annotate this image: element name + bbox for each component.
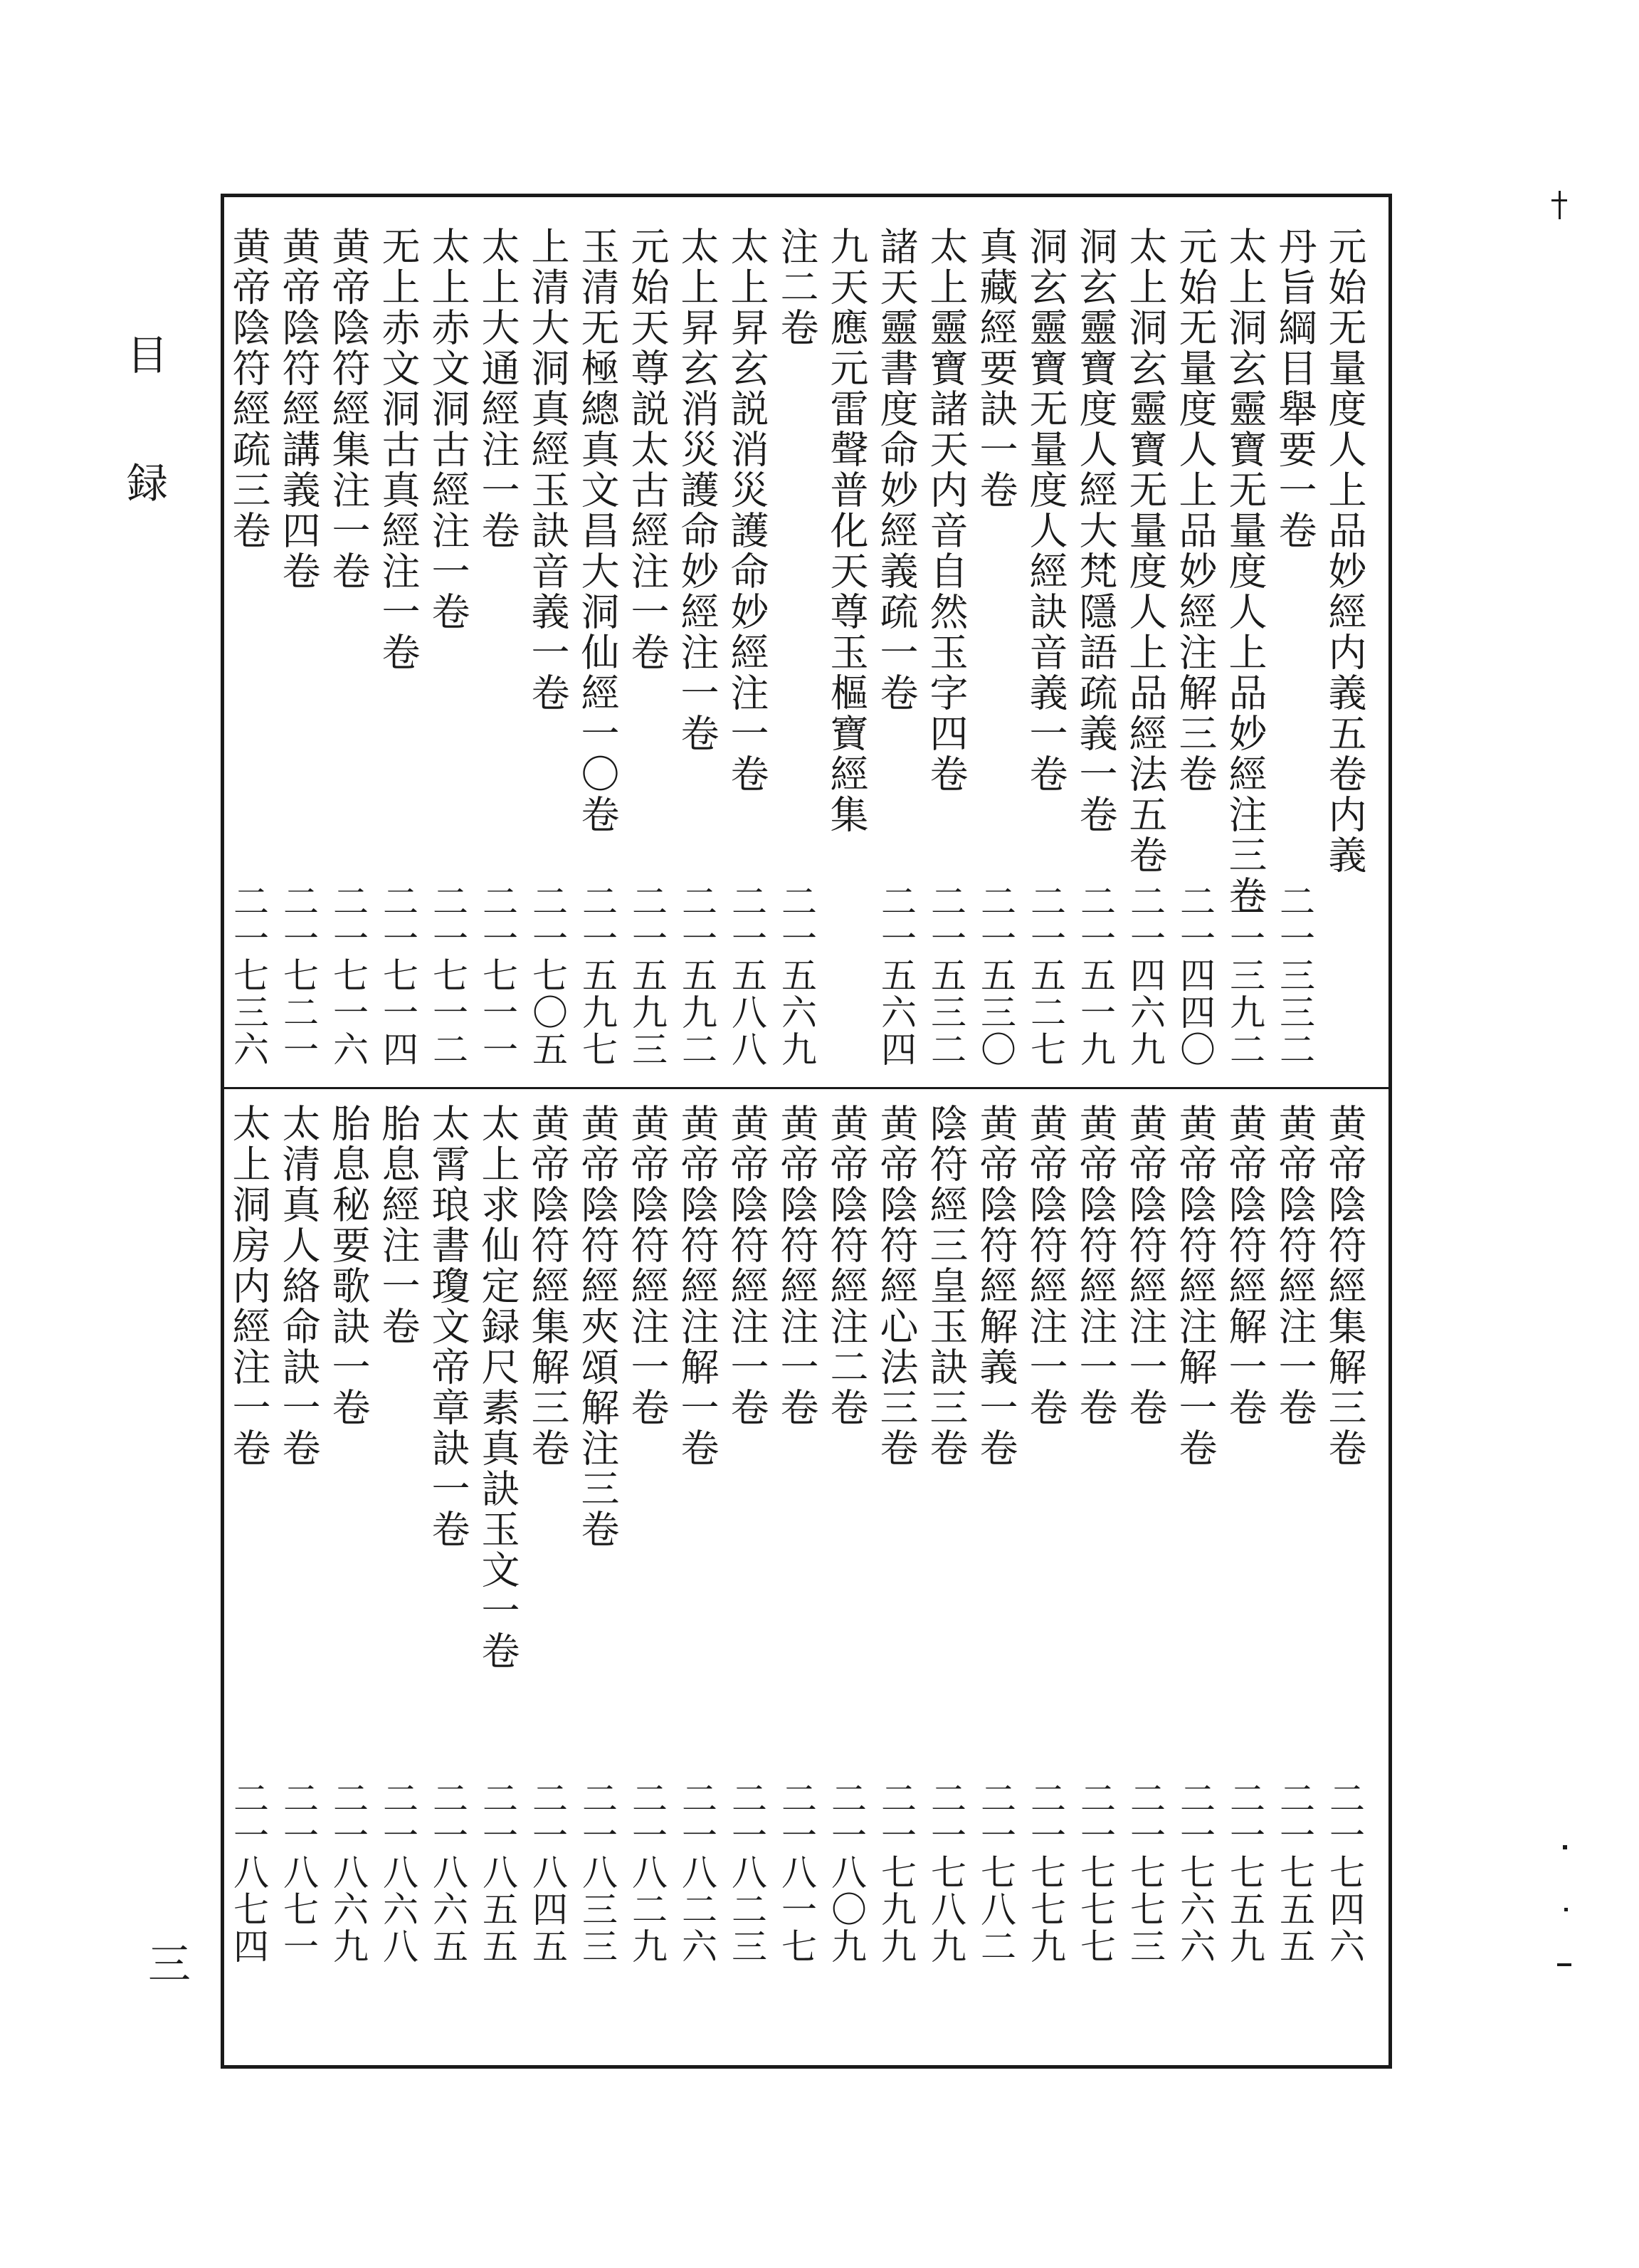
toc-entry-title: 黄帝陰符經注一卷: [724, 1103, 769, 1428]
toc-entry-page: 二一八一七: [776, 1780, 817, 1965]
toc-entry-page: 二一八五五: [477, 1780, 518, 1965]
toc-entry-title: 洞玄靈寶无量度人經訣音義一卷: [1023, 226, 1068, 794]
toc-entry-title: 黄帝陰符經解義一卷: [974, 1103, 1018, 1469]
toc-entry-page: 二一七五九: [1224, 1780, 1265, 1965]
toc-entry-page: 二一七一一: [477, 883, 518, 1068]
toc-entry-page: 二一八六八: [377, 1780, 418, 1965]
toc-entry-page: 二一五一九: [1075, 883, 1116, 1068]
toc-entry-page: 二一八三三: [576, 1780, 618, 1965]
toc-entry-title: 黄帝陰符經注一卷: [1123, 1103, 1168, 1428]
toc-entry-title: 黄帝陰符經注解一卷: [675, 1103, 720, 1469]
toc-entry-page: 二一四四〇: [1174, 883, 1216, 1068]
toc-entry-title: 太上靈寶諸天内音自然玉字四卷: [924, 226, 969, 794]
toc-entry-title: 九天應元雷聲普化天尊玉樞寶經集: [824, 226, 869, 835]
toc-entry-title: 黄帝陰符經疏三卷: [226, 226, 271, 551]
toc-entry-title: 黄帝陰符經注一卷: [1073, 1103, 1118, 1428]
section-divider: [221, 1087, 1392, 1089]
toc-entry-page: 二一三三二: [1274, 883, 1315, 1068]
toc-entry-page: 二一五二七: [1025, 883, 1066, 1068]
toc-entry-page: 二一五九七: [576, 883, 618, 1068]
toc-entry-title: 黄帝陰符經講義四卷: [276, 226, 321, 592]
toc-entry-title: 黄帝陰符經注一卷: [1023, 1103, 1068, 1428]
toc-entry-page: 二一七〇五: [527, 883, 568, 1068]
toc-entry-page: 二一七七三: [1124, 1780, 1166, 1965]
toc-entry-page: 二一七一四: [377, 883, 418, 1068]
side-title-bottom: 録: [127, 459, 169, 508]
toc-entry-title: 諸天靈書度命妙經義疏一卷: [874, 226, 919, 713]
toc-entry-page: 二一五九二: [676, 883, 717, 1068]
toc-entry-title: 陰符經三皇玉訣三卷: [924, 1103, 969, 1469]
toc-entry-title: 无上赤文洞古真經注一卷: [376, 226, 421, 673]
toc-entry-title: 黄帝陰符經注二卷: [824, 1103, 869, 1428]
toc-entry-title: 太上昇玄消災護命妙經注一卷: [675, 226, 720, 754]
toc-entry-page: 二一三九二: [1224, 883, 1265, 1068]
toc-entry-page: 二一七七七: [1075, 1780, 1116, 1965]
toc-entry-title: 黄帝陰符經心法三卷: [874, 1103, 919, 1469]
toc-entry-title: 黄帝陰符經集解三卷: [525, 1103, 570, 1469]
toc-entry-page: 二一七一六: [327, 883, 369, 1068]
toc-entry-title: 黄帝陰符經注一卷: [625, 1103, 670, 1428]
toc-entry-title: 太清真人絡命訣一卷: [276, 1103, 321, 1469]
toc-entry-title: 太上赤文洞古經注一卷: [426, 226, 470, 632]
toc-entry-title: 太上洞房内經注一卷: [226, 1103, 271, 1469]
side-title-top: 目: [127, 331, 169, 379]
toc-entry-page: 二一八二六: [676, 1780, 717, 1965]
toc-entry-title: 黄帝陰符經集解三卷: [1322, 1103, 1367, 1469]
toc-entry-page: 二一八二三: [726, 1780, 767, 1965]
toc-entry-page: 二一五三〇: [975, 883, 1016, 1068]
toc-entry-page: 二一七三六: [228, 883, 269, 1068]
toc-entry-title: 胎息經注一卷: [376, 1103, 421, 1347]
toc-entry-title: 丹旨綱目舉要一卷: [1272, 226, 1317, 551]
toc-entry-page: 二一四六九: [1124, 883, 1166, 1068]
toc-entry-title: 黄帝陰符經集注一卷: [326, 226, 371, 592]
toc-entry-page: 二一五六四: [875, 883, 917, 1068]
toc-entry-page: 二一七四六: [1324, 1780, 1365, 1965]
toc-entry-page: 二一八六五: [427, 1780, 468, 1965]
toc-entry-page: 二一七五五: [1274, 1780, 1315, 1965]
toc-entry-title: 元始无量度人上品妙經内義五卷内義: [1322, 226, 1367, 876]
toc-entry-title: 太上洞玄靈寶无量度人上品經法五卷: [1123, 226, 1168, 876]
registration-mark: [1559, 191, 1561, 219]
toc-entry-title: 上清大洞真經玉訣音義一卷: [525, 226, 570, 713]
toc-entry-page: 二一五六九: [776, 883, 817, 1068]
toc-entry-title: 注二卷: [774, 226, 819, 348]
toc-entry-title: 胎息秘要歌訣一卷: [326, 1103, 371, 1428]
toc-entry-title: 元始天尊説太古經注一卷: [625, 226, 670, 673]
toc-entry-title: 黄帝陰符經注解一卷: [1173, 1103, 1218, 1469]
toc-entry-page: 二一五九三: [626, 883, 668, 1068]
registration-mark: [1563, 1845, 1567, 1849]
toc-entry-page: 二一七八九: [925, 1780, 966, 1965]
toc-entry-title: 黄帝陰符經夾頌解注三卷: [575, 1103, 620, 1550]
toc-entry-page: 二一八七四: [228, 1780, 269, 1965]
toc-entry-title: 太上大通經注一卷: [475, 226, 520, 551]
toc-entry-page: 二一八七一: [278, 1780, 319, 1965]
toc-entry-page: 二一七六六: [1174, 1780, 1216, 1965]
toc-entry-page: 二一七九九: [875, 1780, 917, 1965]
toc-entry-page: 二一七七九: [1025, 1780, 1066, 1965]
toc-entry-page: 二一八六九: [327, 1780, 369, 1965]
toc-entry-page: 二一七八二: [975, 1780, 1016, 1965]
toc-entry-title: 玉清无極總真文昌大洞仙經一〇卷: [575, 226, 620, 835]
toc-entry-page: 二一八二九: [626, 1780, 668, 1965]
toc-entry-title: 洞玄靈寶度人經大梵隱語疏義一卷: [1073, 226, 1118, 835]
toc-entry-title: 黄帝陰符經注一卷: [1272, 1103, 1317, 1428]
toc-entry-page: 二一八四五: [527, 1780, 568, 1965]
toc-entry-title: 黄帝陰符經解一卷: [1223, 1103, 1268, 1428]
registration-mark: [1557, 1963, 1571, 1966]
toc-entry-title: 太霄琅書瓊文帝章訣一卷: [426, 1103, 470, 1550]
toc-entry-title: 太上洞玄靈寶无量度人上品妙經注三卷: [1223, 226, 1268, 916]
toc-entry-page: 二一八〇九: [826, 1780, 867, 1965]
toc-entry-page: 二一七一二: [427, 883, 468, 1068]
toc-entry-title: 黄帝陰符經注一卷: [774, 1103, 819, 1428]
toc-entry-title: 元始无量度人上品妙經注解三卷: [1173, 226, 1218, 794]
toc-entry-title: 太上求仙定録尺素真訣玉文一卷: [475, 1103, 520, 1671]
toc-entry-page: 二一五八八: [726, 883, 767, 1068]
page-number: 三: [148, 1940, 191, 1990]
toc-entry-title: 真藏經要訣一卷: [974, 226, 1018, 510]
registration-mark: [1564, 1908, 1568, 1911]
toc-entry-title: 太上昇玄説消災護命妙經注一卷: [724, 226, 769, 794]
toc-entry-page: 二一七二一: [278, 883, 319, 1068]
toc-entry-page: 二一五三二: [925, 883, 966, 1068]
